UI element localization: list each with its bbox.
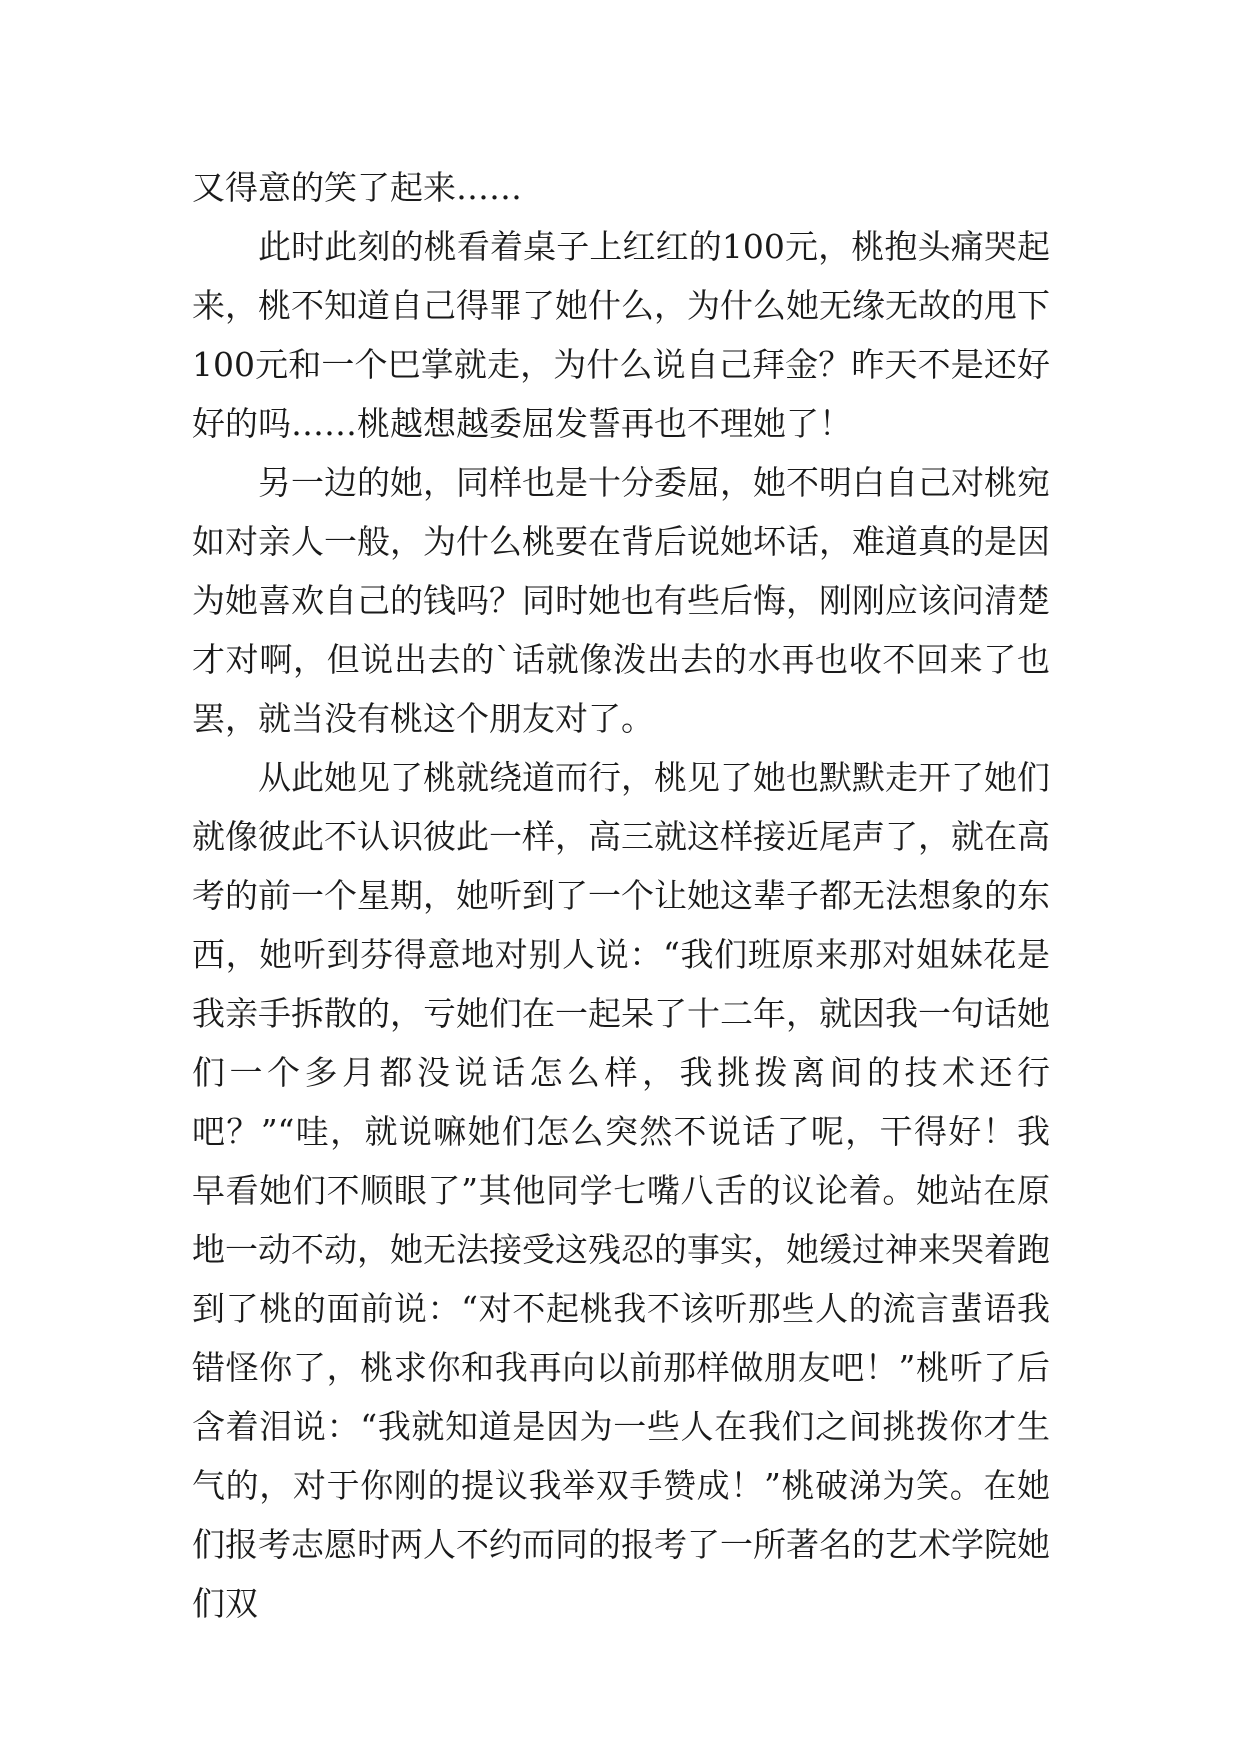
paragraph-her-regret: 另一边的她，同样也是十分委屈，她不明白自己对桃宛如对亲人一般，为什么桃要在背后说她坏话，难道真的是因为她喜欢自己的钱吗？同时她也有些后悔，刚刚应该问清楚才对啊，但说出去的`话就像泼出去的水再也收不回来了也罢，就当没有桃这个朋友对了。	[192, 463, 1050, 738]
paragraph-continuation: 又得意的笑了起来……	[192, 168, 522, 207]
paragraph-reconciliation: 从此她见了桃就绕道而行，桃见了她也默默走开了她们就像彼此不认识彼此一样，高三就这样接近尾声了，就在高考的前一个星期，她听到了一个让她这辈子都无法想象的东西，她听到芬得意地对别人说：“我们班原来那对姐妹花是我亲手拆散的，亏她们在一起呆了十二年，就因我一句话她们一个多月都没说话怎么样，我挑拨离间的技术还行吧？”“哇，就说嘛她们怎么突然不说话了呢，干得好！我早看她们不顺眼了”其他同学七嘴八舌的议论着。她站在原地一动不动，她无法接受这残忍的事实，她缓过神来哭着跑到了桃的面前说：“对不起桃我不该听那些人的流言蜚语我错怪你了，桃求你和我再向以前那样做朋友吧！”桃听了后含着泪说：“我就知道是因为一些人在我们之间挑拨你才生气的，对于你刚的提议我举双手赞成！”桃破涕为笑。在她们报考志愿时两人不约而同的报考了一所著名的艺术学院她们双	[192, 758, 1050, 1623]
document-page	[192, 158, 1050, 1633]
paragraph-peach-cries: 此时此刻的桃看着桌子上红红的100元，桃抱头痛哭起来，桃不知道自己得罪了她什么，为什么她无缘无故的甩下100元和一个巴掌就走，为什么说自己拜金？昨天不是还好好的吗……桃越想越委屈发誓再也不理她了！	[192, 227, 1050, 443]
